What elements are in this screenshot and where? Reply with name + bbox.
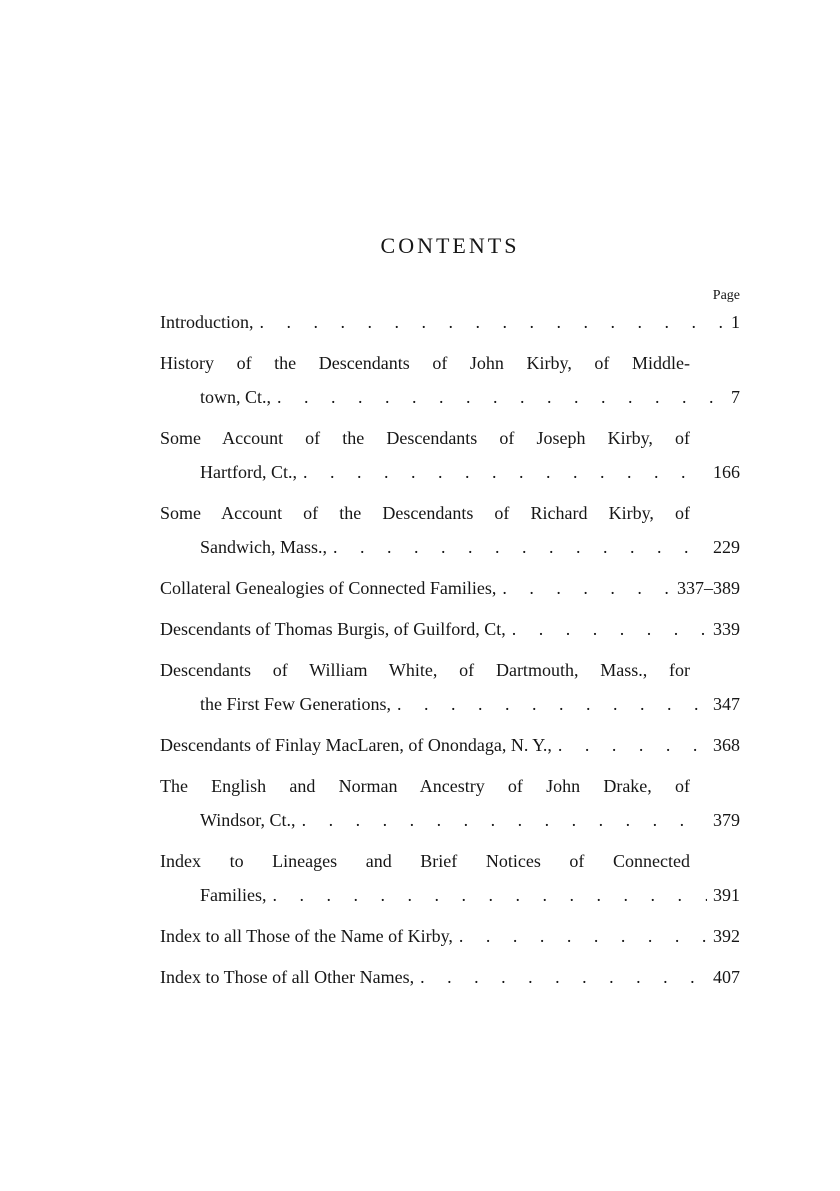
toc-entry-title-continued: Families, bbox=[200, 885, 267, 905]
toc-entry bbox=[160, 769, 740, 837]
toc-entry-title-continued: the First Few Generations, bbox=[200, 694, 391, 714]
toc-entry-title-continued: town, Ct., bbox=[200, 387, 272, 407]
toc-entry bbox=[160, 421, 740, 489]
table-of-contents bbox=[160, 305, 740, 1001]
toc-entry-title: Descendants of William White, of Dartmouth, Mass., for bbox=[160, 660, 690, 680]
dot-leader bbox=[512, 612, 707, 646]
toc-entry bbox=[160, 653, 740, 721]
page-title: CONTENTS bbox=[380, 233, 520, 258]
toc-page-number: 392 bbox=[713, 926, 740, 946]
toc-entry-line bbox=[160, 530, 740, 564]
toc-entry-title: Index to all Those of the Name of Kirby, bbox=[160, 926, 453, 946]
dot-leader bbox=[273, 878, 708, 912]
dot-leader bbox=[277, 380, 725, 414]
toc-entry-title: Descendants of Finlay MacLaren, of Onondaga, N. Y., bbox=[160, 735, 552, 755]
toc-entry-line bbox=[160, 960, 740, 994]
toc-page-number: 7 bbox=[731, 387, 740, 407]
toc-entry bbox=[160, 346, 740, 414]
toc-entry-title: Some Account of the Descendants of Joseph Kirby, of bbox=[160, 428, 690, 448]
toc-entry bbox=[160, 571, 740, 605]
dot-leader bbox=[502, 571, 671, 605]
dot-leader bbox=[420, 960, 707, 994]
page-column-header: Page bbox=[712, 288, 740, 303]
toc-entry-line bbox=[160, 687, 740, 721]
toc-entry-title: Some Account of the Descendants of Richard Kirby, of bbox=[160, 503, 690, 523]
toc-entry-line bbox=[160, 728, 740, 762]
toc-entry bbox=[160, 919, 740, 953]
toc-page-number: 391 bbox=[713, 885, 740, 905]
toc-entry-line bbox=[160, 571, 740, 605]
toc-entry bbox=[160, 305, 740, 339]
toc-entry-title: The English and Norman Ancestry of John Drake, of bbox=[160, 776, 690, 796]
toc-entry-line bbox=[160, 803, 740, 837]
toc-entry-title: Descendants of Thomas Burgis, of Guilford, Ct, bbox=[160, 619, 506, 639]
toc-page-number: 407 bbox=[713, 967, 740, 987]
toc-entry bbox=[160, 728, 740, 762]
toc-entry-title: Index to Those of all Other Names, bbox=[160, 967, 415, 987]
toc-page-number: 368 bbox=[713, 735, 740, 755]
toc-entry-line bbox=[160, 305, 740, 339]
dot-leader bbox=[333, 530, 707, 564]
toc-entry-title: Collateral Genealogies of Connected Families, bbox=[160, 578, 497, 598]
toc-entry-line bbox=[160, 380, 740, 414]
toc-entry-title-continued: Sandwich, Mass., bbox=[200, 537, 327, 557]
toc-entry bbox=[160, 496, 740, 564]
toc-page-number: 229 bbox=[713, 537, 740, 557]
toc-page-number: 337–389 bbox=[677, 578, 740, 598]
toc-entry-title: Index to Lineages and Brief Notices of Connected bbox=[160, 851, 690, 871]
dot-leader bbox=[259, 305, 725, 339]
dot-leader bbox=[302, 803, 707, 837]
toc-entry bbox=[160, 960, 740, 994]
toc-entry bbox=[160, 612, 740, 646]
dot-leader bbox=[303, 455, 707, 489]
toc-entry-title: History of the Descendants of John Kirby, of Middle- bbox=[160, 353, 690, 373]
toc-entry-line bbox=[160, 878, 740, 912]
toc-entry-line bbox=[160, 455, 740, 489]
dot-leader bbox=[397, 687, 707, 721]
toc-entry-line bbox=[160, 612, 740, 646]
toc-page-number: 379 bbox=[713, 810, 740, 830]
toc-entry-title: Introduction, bbox=[160, 312, 254, 332]
toc-page-number: 1 bbox=[731, 312, 740, 332]
toc-entry-line bbox=[160, 919, 740, 953]
toc-page-number: 166 bbox=[713, 462, 740, 482]
toc-page-number: 347 bbox=[713, 694, 740, 714]
toc-entry bbox=[160, 844, 740, 912]
dot-leader bbox=[459, 919, 707, 953]
dot-leader bbox=[558, 728, 707, 762]
toc-entry-title-continued: Hartford, Ct., bbox=[200, 462, 297, 482]
toc-page-number: 339 bbox=[713, 619, 740, 639]
toc-entry-title-continued: Windsor, Ct., bbox=[200, 810, 296, 830]
